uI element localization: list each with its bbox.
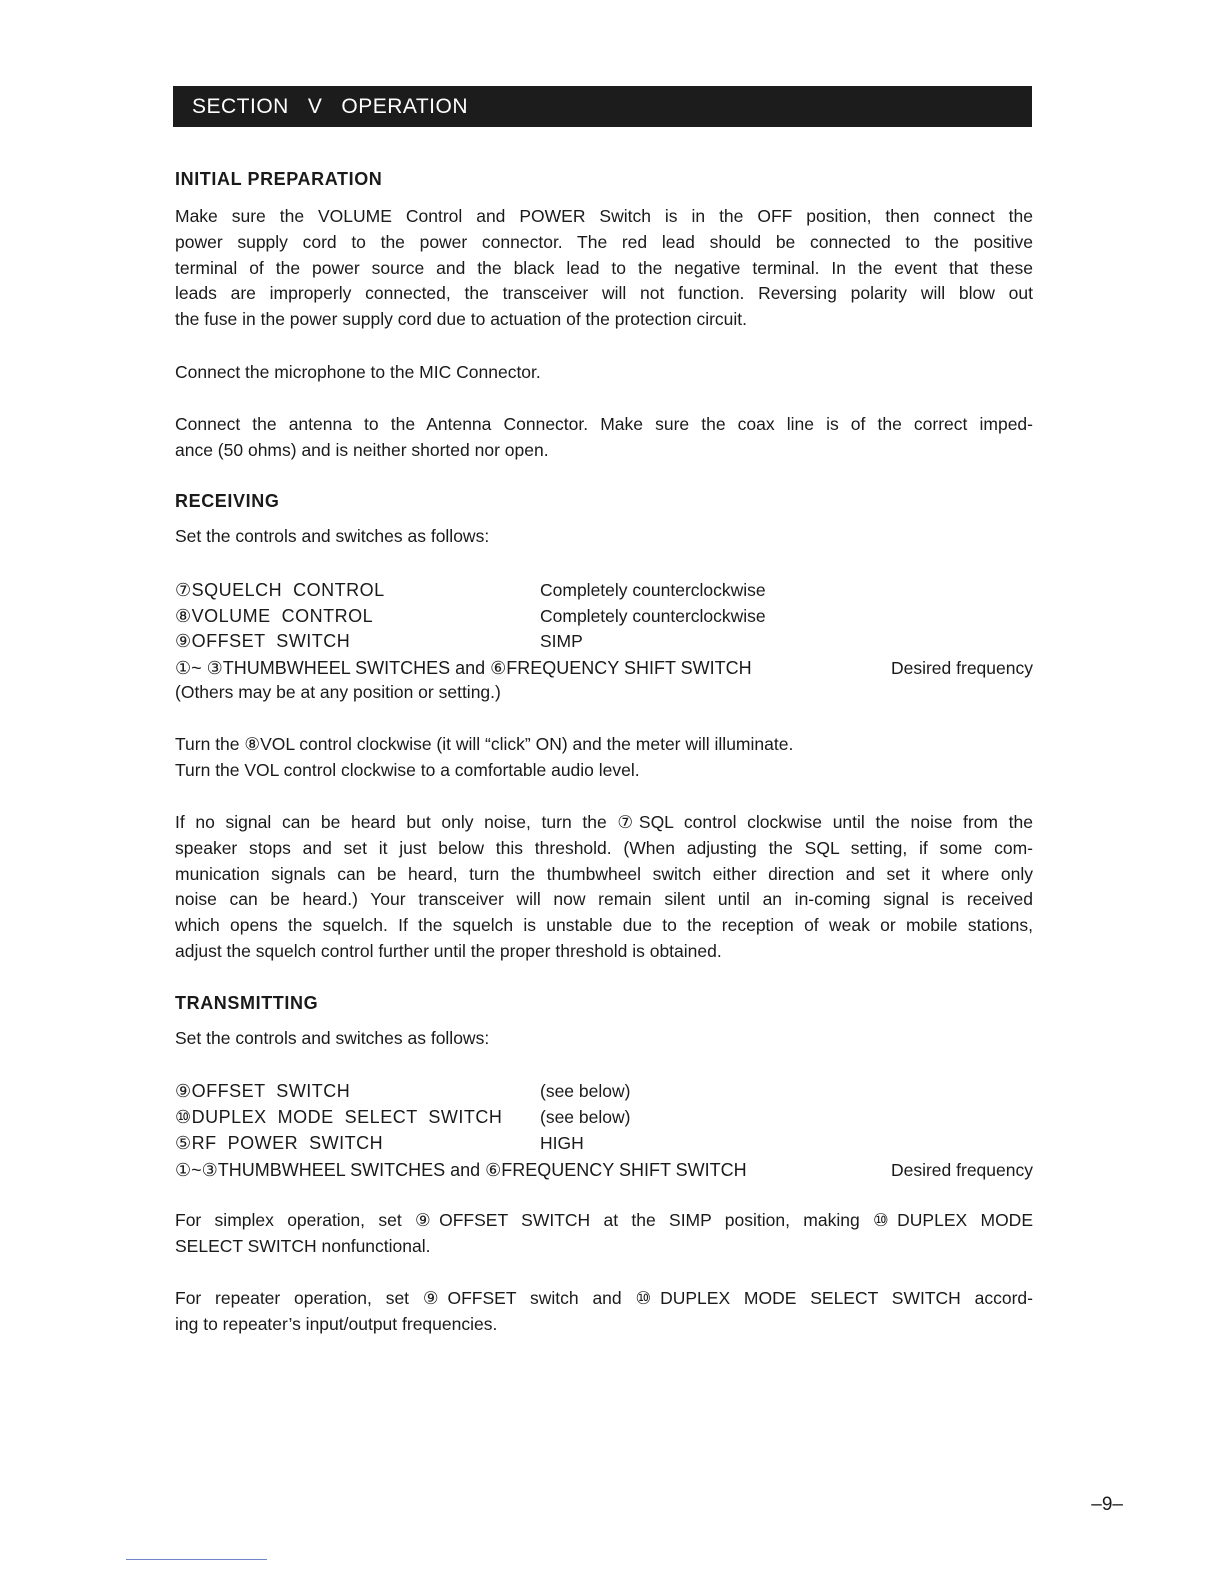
paragraph-volume: [175, 732, 1033, 784]
text-line: Set the controls and switches as follows:: [175, 526, 490, 546]
text-line: power supply cord to the power connector. The red lead should be connected to the positive: [175, 231, 1033, 252]
paragraph-simplex: [175, 1208, 1033, 1260]
control-setting: SIMP: [540, 631, 583, 651]
receiving-intro: [175, 524, 1033, 550]
heading-transmitting: TRANSMITTING: [175, 993, 319, 1013]
page-number: –9–: [1091, 1494, 1123, 1515]
text-line: Turn the VOL control clockwise to a comfortable audio level.: [175, 759, 640, 780]
control-setting: HIGH: [540, 1133, 584, 1153]
receiving-setting-row: [175, 577, 1033, 603]
text-line: SELECT SWITCH nonfunctional.: [175, 1235, 431, 1256]
text-line: Turn the ⑧VOL control clockwise (it will “click” ON) and the meter will illuminate.: [175, 734, 794, 754]
transmitting-setting-row: [175, 1104, 1033, 1130]
heading-initial-preparation: INITIAL PREPARATION: [175, 169, 383, 189]
paragraph-antenna: [175, 412, 1033, 464]
heading-receiving: RECEIVING: [175, 491, 280, 511]
paragraph-squelch: [175, 810, 1033, 965]
receiving-setting-row: [175, 628, 1033, 654]
section-title-bar: SECTION V OPERATION: [173, 86, 1032, 127]
text-line: speaker stops and set it just below this threshold. (When adjusting the SQL setting, if some com-: [175, 837, 1033, 858]
control-setting: (see below): [540, 1081, 631, 1101]
control-name: ⑨OFFSET SWITCH: [175, 631, 351, 651]
control-setting: Completely counterclockwise: [540, 606, 766, 626]
text-line: Connect the microphone to the MIC Connector.: [175, 362, 541, 382]
transmitting-intro: [175, 1026, 1033, 1052]
text-line: Make sure the VOLUME Control and POWER Switch is in the OFF position, then connect the: [175, 206, 1033, 226]
paragraph-repeater: [175, 1286, 1033, 1338]
receiving-setting-row: [175, 655, 1033, 681]
text-line: If no signal can be heard but only noise, turn the ⑦SQL control clockwise until the noise from the: [175, 812, 1033, 832]
control-name: ⑩DUPLEX MODE SELECT SWITCH: [175, 1107, 503, 1127]
control-extra: Desired frequency: [890, 658, 1033, 678]
text-line: For simplex operation, set ⑨OFFSET SWITCH at the SIMP position, making ⑩DUPLEX MODE: [175, 1210, 1033, 1230]
receiving-note: [175, 680, 1033, 706]
transmitting-setting-row: [175, 1157, 1033, 1183]
text-line: terminal of the power source and the black lead to the negative terminal. In the event that these: [175, 257, 1033, 278]
text-line: the fuse in the power supply cord due to actuation of the protection circuit.: [175, 309, 748, 330]
paragraph-microphone: [175, 360, 1033, 386]
transmitting-setting-row: [175, 1078, 1033, 1104]
paragraph-power-connection: [175, 204, 1033, 333]
text-line: leads are improperly connected, the transceiver will not function. Reversing polarity will blow out: [175, 283, 1033, 304]
text-line: noise can be heard.) Your transceiver will now remain silent until an in-coming signal is received: [175, 889, 1033, 910]
control-name: ⑤RF POWER SWITCH: [175, 1133, 384, 1153]
control-extra: Desired frequency: [890, 1160, 1033, 1180]
text-line: (Others may be at any position or setting.): [175, 682, 501, 702]
text-line: munication signals can be heard, turn the thumbwheel switch either direction and set it where only: [175, 863, 1033, 884]
control-setting: (see below): [540, 1107, 631, 1127]
text-line: For repeater operation, set ⑨OFFSET switch and ⑩DUPLEX MODE SELECT SWITCH accord-: [175, 1288, 1033, 1308]
control-name: ①~③THUMBWHEEL SWITCHES and ⑥FREQUENCY SHIFT SWITCH: [175, 1160, 747, 1180]
control-name: ①~ ③THUMBWHEEL SWITCHES and ⑥FREQUENCY SHIFT SWITCH: [175, 658, 752, 678]
control-name: ⑧VOLUME CONTROL: [175, 606, 374, 626]
text-line: ance (50 ohms) and is neither shorted nor open.: [175, 439, 549, 460]
text-line: which opens the squelch. If the squelch is unstable due to the reception of weak or mobile stations,: [175, 915, 1033, 936]
control-name: ⑨OFFSET SWITCH: [175, 1081, 351, 1101]
text-line: Set the controls and switches as follows:: [175, 1028, 490, 1048]
control-name: ⑦SQUELCH CONTROL: [175, 580, 385, 600]
text-line: Connect the antenna to the Antenna Connector. Make sure the coax line is of the correct imped-: [175, 414, 1033, 434]
text-line: ing to repeater’s input/output frequencies.: [175, 1313, 498, 1334]
receiving-setting-row: [175, 603, 1033, 629]
transmitting-setting-row: [175, 1130, 1033, 1156]
control-setting: Completely counterclockwise: [540, 580, 766, 600]
text-line: adjust the squelch control further until the proper threshold is obtained.: [175, 940, 722, 961]
scan-artifact-line: [126, 1559, 267, 1560]
